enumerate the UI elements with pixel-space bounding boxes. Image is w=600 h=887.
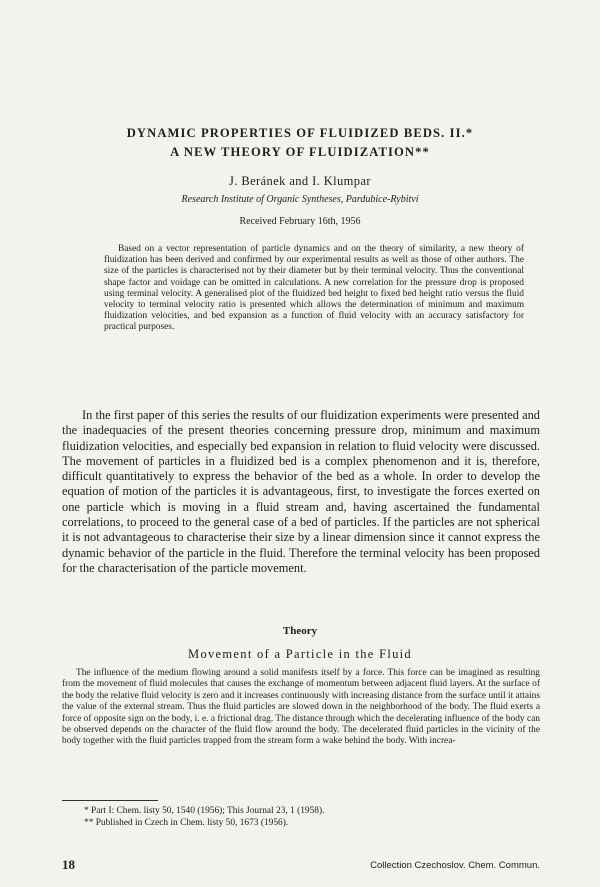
- subsection-heading: Movement of a Particle in the Fluid: [188, 647, 412, 661]
- journal-name: Collection Czechoslov. Chem. Commun.: [370, 860, 540, 871]
- section-heading-theory: Theory: [282, 625, 318, 637]
- authors: J. Beránek and I. Klumpar: [229, 174, 371, 188]
- footnote-rule: [62, 800, 158, 801]
- title-line-2: A NEW THEORY OF FLUIDIZATION**: [170, 145, 430, 159]
- received-date: Received February 16th, 1956: [239, 216, 361, 227]
- intro-paragraph: In the first paper of this series the results of our fluidization experiments were presented and the inadequacies of the present theories concerning pressure drop, minimum and maximum fluidization velocities, and especially bed expansion in relation to fluid velocity were discussed. The movement of particles in a fluidized bed is a complex phenomenon and it is, therefore, difficult quantitatively to express the behavior of the bed as a whole. In order to develop the equation of motion of the particles it is advantageous, first, to investigate the forces exerted on one particle which is moving in a fluid stream and, having ascertained the fundamental correlations, to proceed to the general case of a bed of particles. If the particles are not spherical it is not advantageous to characterise their size by a linear dimension since it cannot express the dynamic behavior of the particle in the fluid. Therefore the terminal velocity has been proposed for the characterisation of the particle movement.: [62, 408, 540, 575]
- body-paragraph: The influence of the medium flowing around a solid manifests itself by a force. This force can be imagined as resulting from the movement of fluid molecules that causes the exchange of momentum between adjacent fluid layers. At the surface of the body the relative fluid velocity is zero and it increases continuously with increasing distance from the surface until it attains the value of the external stream. Thus the fluid particles are slowed down in the neighborhood of the body. The fluid exerts a force of opposite sign on the body, i. e. a frictional drag. The distance through which the decelerating influence of the body can be observed depends on the character of the fluid flow around the body. The decelerated fluid particles in the vicinity of the body together with the fluid particles trapped from the stream form a wake behind the body. With increa-: [62, 668, 540, 747]
- footnote-2: ** Published in Czech in Chem. listy 50, 1673 (1956).: [84, 818, 289, 828]
- paper-title: [0, 124, 600, 162]
- title-line-1: DYNAMIC PROPERTIES OF FLUIDIZED BEDS. II.*: [126, 126, 474, 140]
- page-number: 18: [62, 857, 75, 872]
- footnote-1: * Part I: Chem. listy 50, 1540 (1956); This Journal 23, 1 (1958).: [84, 806, 325, 816]
- abstract: Based on a vector representation of particle dynamics and on the theory of similarity, a new theory of fluidization has been derived and confirmed by our experimental results as well as those of other authors. The size of the particles is characterised not by their diameter but by their terminal velocity. Thus the conventional shape factor and voidage can be omitted in calculations. A new correlation for the pressure drop is proposed using terminal velocity. A generalised plot of the fluidized bed height to fixed bed height ratio versus the fluid velocity to terminal velocity ratio is presented which allows the determination of minimum and maximum fluidization velocities, and bed expansion as a function of fluid velocity with an accuracy satisfactory for practical purposes.: [104, 244, 524, 333]
- institute: Research Institute of Organic Syntheses, Pardubice-Rybitví: [181, 194, 419, 205]
